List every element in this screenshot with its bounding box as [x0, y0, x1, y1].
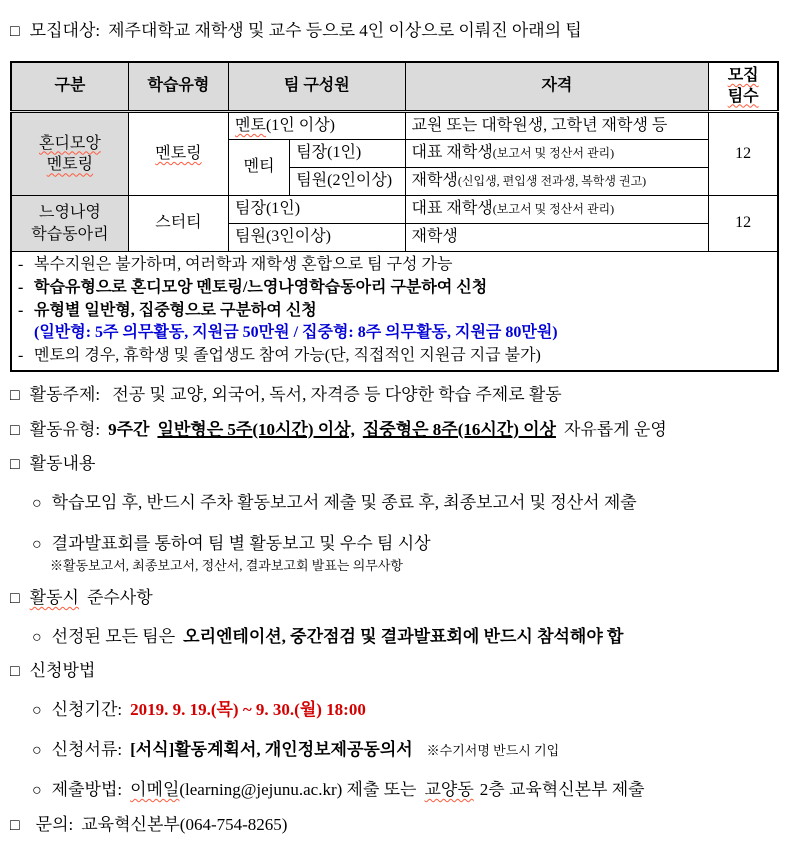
member-cell-mentoring: 팀원(2인이상) [290, 168, 405, 196]
apply-period-value: 2019. 9. 19.(목) ~ 9. 30.(월) 18:00 [130, 700, 366, 720]
quota-header-line2: 팀수 [727, 87, 759, 105]
contact-label: 문의: [35, 814, 74, 834]
apply-label: 신청방법 [29, 661, 96, 681]
activity-content-label: 활동내용 [29, 454, 96, 474]
square-bullet-icon: □ [10, 663, 20, 681]
rules-item [10, 626, 779, 649]
member-qualification-study: 재학생 [405, 224, 709, 252]
rules-label-rest: 준수사항 [86, 587, 153, 607]
note-text: 복수지원은 불가하며, 여러학과 재학생 혼합으로 팀 구성 가능 [34, 256, 453, 274]
square-bullet-icon: □ [10, 386, 20, 404]
circle-bullet-icon: ○ [32, 702, 42, 720]
apply-submit-label: 제출방법: [51, 779, 123, 799]
dash: - [18, 256, 24, 274]
activity-type-label: 활동유형: [29, 419, 101, 439]
apply-docs-label: 신청서류: [51, 739, 123, 759]
square-bullet-icon: □ [10, 421, 20, 439]
table-row [11, 196, 778, 224]
dash: - [18, 347, 24, 365]
note-line-3-detail: (일반형: 5주 의무활동, 지원금 50만원 / 집중형: 8주 의무활동, 지원금 80만원) [34, 324, 558, 342]
content-item-1-text: 학습모임 후, 반드시 주차 활동보고서 제출 및 종료 후, 최종보고서 및 정산서 제출 [51, 493, 637, 513]
group-name-line2: 학습동아리 [31, 225, 109, 243]
activity-type-line [10, 419, 779, 442]
recruit-target-text: 제주대학교 재학생 및 교수 등으로 4인 이상으로 이뤄진 아래의 팁 [108, 21, 582, 40]
member-qual-main: 재학생 [411, 172, 458, 190]
note-line-3 [18, 300, 771, 323]
leader-cell-study: 팀장(1인) [229, 196, 405, 224]
learning-type-mentoring [128, 112, 228, 196]
note-line-2 [18, 277, 771, 300]
apply-submit-mid: (learning@jejunu.ac.kr) 제출 또는 [179, 779, 417, 799]
table-header-row [11, 62, 778, 112]
mandatory-note-text: ※활동보고서, 최종보고서, 정산서, 결과보고회 발표는 의무사항 [50, 557, 403, 573]
mentor-word: 멘토 [235, 116, 266, 134]
apply-docs-value: [서식]활동계획서, 개인정보제공동의서 [130, 739, 413, 759]
group-name-study [11, 196, 128, 252]
mentor-qualification: 교원 또는 대학원생, 고학년 재학생 등 [405, 112, 709, 140]
leader-qual-note: (보고서 및 정산서 관리) [492, 202, 615, 217]
col-header-qualification: 자격 [405, 62, 709, 112]
recruit-target-label: 모집대상: [29, 21, 101, 40]
apply-docs-line [10, 739, 779, 762]
col-header-learning-type: 학습유형 [128, 62, 228, 112]
square-bullet-icon: □ [10, 589, 20, 607]
content-item-2-text: 결과발표회를 통하여 팀 별 활동보고 및 우수 팀 시상 [51, 534, 431, 554]
mentee-cell: 멘티 [229, 140, 290, 196]
leader-qual-main: 대표 재학생 [411, 144, 493, 162]
leader-qualification-study [405, 196, 709, 224]
circle-bullet-icon: ○ [32, 628, 42, 646]
quota-mentoring: 12 [709, 112, 778, 196]
activity-content-heading [10, 453, 779, 476]
activity-type-underline-1: 일반형은 5주(10시간) 이상, [157, 419, 355, 439]
col-header-division: 구분 [11, 62, 128, 112]
dash: - [18, 301, 24, 319]
mentor-rest: (1인 이상) [265, 116, 335, 134]
leader-cell-mentoring: 팀장(1인) [290, 140, 405, 168]
activity-topic-label: 활동주제: [29, 384, 105, 404]
member-qual-note: (신입생, 편입생 전과생, 복학생 권고) [457, 174, 647, 189]
group-name-line1: 느영나영 [38, 204, 101, 222]
member-cell-study: 팀원(3인이상) [229, 224, 405, 252]
mentor-cell [229, 112, 405, 140]
table-notes-row [11, 252, 778, 371]
content-item-2-note [10, 558, 779, 575]
quota-study: 12 [709, 196, 778, 252]
learning-type-study: 스터티 [128, 196, 228, 252]
square-bullet-icon: □ [10, 23, 20, 40]
note-line-1 [18, 254, 771, 277]
rules-label-squiggled: 활동시 [29, 587, 79, 607]
apply-submit-tail: 2층 교육혁신본부 제출 [479, 779, 645, 799]
member-qualification-mentoring [405, 168, 709, 196]
activity-type-suffix: 자유롭게 운영 [563, 419, 667, 439]
circle-bullet-icon: ○ [32, 781, 42, 799]
rules-item-bold: 오리엔테이션, 중간점검 및 결과발표회에 반드시 참석해야 합 [183, 626, 624, 646]
leader-qualification-mentoring [405, 140, 709, 168]
table-notes-cell [11, 252, 778, 371]
group-name-line2: 멘토링 [46, 156, 94, 174]
content-item-2 [10, 533, 779, 556]
note-text: 학습유형으로 혼디모앙 멘토링/느영나영학습동아리 구분하여 신청 [34, 279, 488, 297]
rules-item-prefix: 선정된 모든 팀은 [51, 626, 176, 646]
circle-bullet-icon: ○ [32, 536, 42, 554]
col-header-quota [709, 62, 778, 112]
note-text: 멘토의 경우, 휴학생 및 졸업생도 참여 가능(단, 직접적인 지원금 지급 불가) [34, 347, 541, 365]
col-header-team-members: 팀 구성원 [229, 62, 405, 112]
note-line-4 [18, 345, 771, 368]
circle-bullet-icon: ○ [32, 495, 42, 513]
activity-topic-line [10, 384, 779, 407]
activity-type-underline-2: 집중형은 8주(16시간) 이상 [362, 419, 556, 439]
learning-type-label: 멘토링 [155, 144, 202, 162]
apply-submit-line [10, 779, 779, 802]
dash: - [18, 279, 24, 297]
activity-topic-text: 전공 및 교양, 외국어, 독서, 자격증 등 다양한 학습 주제로 활동 [112, 384, 562, 404]
group-name-line1: 혼디모앙 [38, 134, 101, 152]
square-bullet-icon: □ [10, 816, 20, 834]
square-bullet-icon: □ [10, 456, 20, 474]
apply-docs-note: ※수기서명 반드시 기입 [426, 742, 560, 758]
apply-submit-place-word: 교양동 [424, 779, 474, 799]
contact-value: 교육혁신본부(064-754-8265) [81, 814, 288, 834]
rules-heading [10, 587, 779, 610]
quota-header-line1: 모집 [727, 66, 759, 84]
apply-period-label: 신청기간: [51, 700, 123, 720]
leader-qual-note: (보고서 및 정산서 관리) [492, 146, 615, 161]
recruit-target-line [10, 20, 779, 43]
content-item-1 [10, 492, 779, 515]
contact-line [10, 814, 779, 837]
apply-submit-email-word: 이메일 [130, 779, 180, 799]
leader-qual-main: 대표 재학생 [411, 200, 493, 218]
apply-period-line [10, 699, 779, 722]
group-name-mentoring [11, 112, 128, 196]
program-table [10, 61, 779, 372]
apply-heading [10, 660, 779, 683]
activity-type-bold-prefix: 9주간 [108, 419, 150, 439]
table-row [11, 112, 778, 140]
note-text: 유형별 일반형, 집중형으로 구분하여 신청 [34, 301, 317, 319]
circle-bullet-icon: ○ [32, 741, 42, 759]
